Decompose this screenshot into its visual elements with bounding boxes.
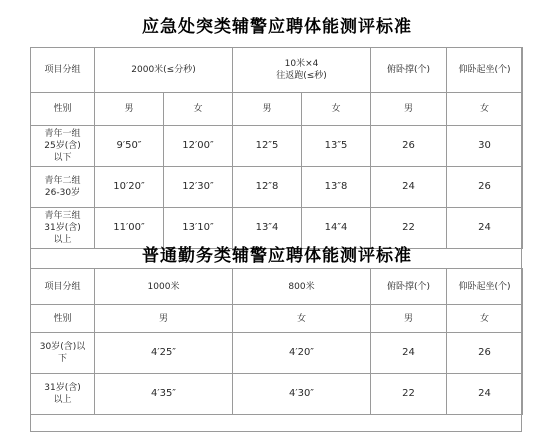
gender-label: 性别 — [31, 93, 95, 126]
group-line: 31岁(含) — [44, 383, 81, 393]
header-shuttle-line2: 往返跑(≤秒) — [276, 71, 327, 81]
group-line: 以上 — [53, 395, 72, 405]
gender-male: 男 — [95, 93, 164, 126]
table-row — [31, 374, 523, 415]
group-line: 以上 — [53, 235, 72, 245]
shuttle-female-value: 13″5 — [302, 126, 371, 167]
table-row — [31, 167, 523, 208]
shuttle-female-value: 13″8 — [302, 167, 371, 208]
group-line: 青年一组 — [44, 129, 81, 139]
table1-title: 应急处突类辅警应聘体能测评标准 — [142, 17, 412, 37]
table-row — [31, 333, 523, 374]
situps-value: 26 — [447, 333, 523, 374]
group-line: 下 — [57, 354, 67, 364]
header-pushups: 俯卧撑(个) — [371, 48, 447, 93]
group-line: 以下 — [53, 153, 72, 163]
header-1000m-run: 1000米 — [95, 269, 233, 305]
pushups-value: 26 — [371, 126, 447, 167]
gender-female: 女 — [233, 305, 371, 333]
table2 — [30, 268, 523, 415]
gender-female: 女 — [164, 93, 233, 126]
table2-header-row — [31, 269, 523, 305]
gender-male: 男 — [233, 93, 302, 126]
table1-header-row — [31, 48, 523, 93]
situps-value: 24 — [447, 208, 523, 249]
run-male-value: 10′20″ — [95, 167, 164, 208]
pushups-value: 22 — [371, 208, 447, 249]
header-800m-run: 800米 — [233, 269, 371, 305]
table1 — [30, 47, 523, 249]
run-female-value: 12′30″ — [164, 167, 233, 208]
header-shuttle-run — [233, 48, 371, 93]
header-shuttle-line1: 10米×4 — [284, 59, 319, 69]
group-cell — [31, 126, 95, 167]
group-line: 青年三组 — [44, 211, 81, 221]
run-male-value: 9′50″ — [95, 126, 164, 167]
situps-value: 30 — [447, 126, 523, 167]
header-situps: 仰卧起坐(个) — [447, 269, 523, 305]
run-female-value: 12′00″ — [164, 126, 233, 167]
pushups-value: 22 — [371, 374, 447, 415]
header-group: 项目分组 — [31, 48, 95, 93]
run-female-value: 4′20″ — [233, 333, 371, 374]
gender-female: 女 — [302, 93, 371, 126]
group-line: 25岁(含) — [44, 141, 81, 151]
run-female-value: 13′10″ — [164, 208, 233, 249]
run-female-value: 4′30″ — [233, 374, 371, 415]
situps-value: 24 — [447, 374, 523, 415]
group-cell — [31, 333, 95, 374]
gender-male: 男 — [371, 93, 447, 126]
gender-male: 男 — [95, 305, 233, 333]
shuttle-male-value: 12″8 — [233, 167, 302, 208]
header-group: 项目分组 — [31, 269, 95, 305]
group-line: 26-30岁 — [44, 188, 81, 198]
header-2000m-run: 2000米(≤分秒) — [95, 48, 233, 93]
gender-male: 男 — [371, 305, 447, 333]
group-line: 30岁(含)以 — [39, 342, 86, 352]
pushups-value: 24 — [371, 167, 447, 208]
group-line: 31岁(含) — [44, 223, 81, 233]
gender-female: 女 — [447, 93, 523, 126]
table1-gender-row — [31, 93, 523, 126]
shuttle-male-value: 13″4 — [233, 208, 302, 249]
gender-female: 女 — [447, 305, 523, 333]
run-male-value: 11′00″ — [95, 208, 164, 249]
table-row — [31, 126, 523, 167]
gender-label: 性别 — [31, 305, 95, 333]
group-line: 青年二组 — [44, 176, 81, 186]
table2-title: 普通勤务类辅警应聘体能测评标准 — [142, 246, 412, 266]
pushups-value: 24 — [371, 333, 447, 374]
header-situps: 仰卧起坐(个) — [447, 48, 523, 93]
group-cell — [31, 374, 95, 415]
run-male-value: 4′25″ — [95, 333, 233, 374]
group-cell — [31, 167, 95, 208]
table2-gender-row — [31, 305, 523, 333]
shuttle-female-value: 14″4 — [302, 208, 371, 249]
shuttle-male-value: 12″5 — [233, 126, 302, 167]
run-male-value: 4′35″ — [95, 374, 233, 415]
header-pushups: 俯卧撑(个) — [371, 269, 447, 305]
situps-value: 26 — [447, 167, 523, 208]
